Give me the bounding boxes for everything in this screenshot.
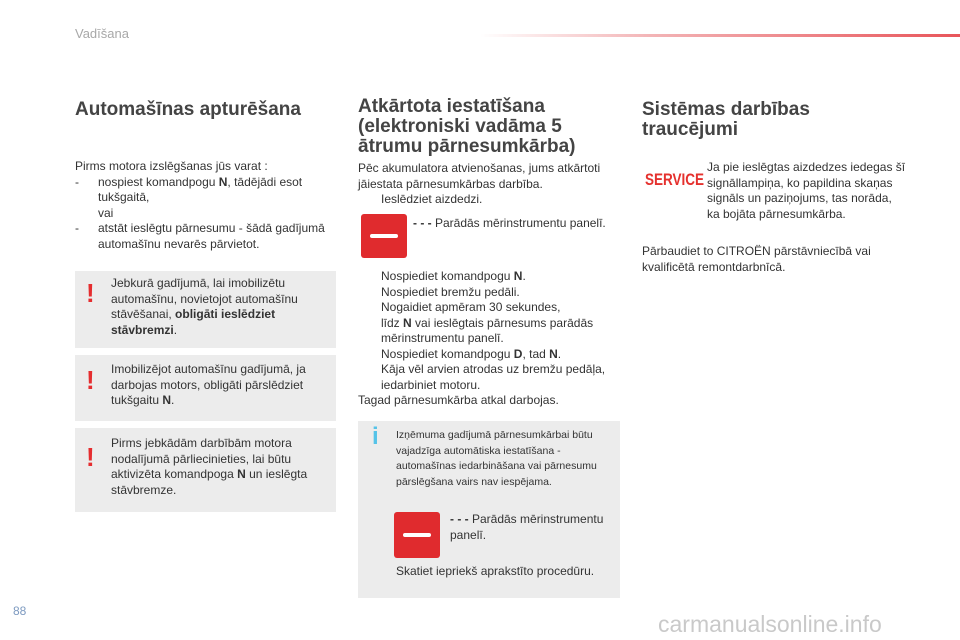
warning-box-3: ! Pirms jebkādām darbībām motora nodalījumā pārliecinieties, lai būtu aktivizēta komandpoga N un ieslēgta stāvbremze. (75, 428, 336, 512)
col2-step-0: Ieslēdziet aizdedzi. (381, 192, 483, 206)
warning-icon: ! (86, 365, 95, 395)
col2-step-4: Nospiediet komandpogu D, tad N. (381, 346, 562, 361)
col2-steps (358, 269, 620, 409)
col2-step-2: Nospiediet bremžu pedāli. (381, 284, 520, 299)
warning-box-2: ! Imobilizējot automašīnu gadījumā, ja darbojas motors, obligāti pārslēdziet tukšgaitu N. (75, 355, 336, 421)
service-description: Ja pie ieslēgtas aizdedzes iedegas šī signāllampiņa, ko papildina skaņas signāls un paziņojums, tas norāda, ka bojāta pārnesumkārba. (707, 160, 906, 221)
info-lamp-label: - - - Parādās mērinstrumentu panelī. (450, 512, 604, 542)
info-text: Izņēmuma gadījumā pārnesumkārbai būtu vajadzīga automātiska iestatīšana - automašīnas iedarbināšana vai pārnesumu pārslēgšana vairs nav iespējama. (396, 429, 597, 488)
col3-title: Sistēmas darbības traucējumi (642, 99, 810, 140)
info-outro: Skatiet iepriekš aprakstīto procedūru. (396, 564, 595, 578)
warning-icon: ! (86, 442, 95, 472)
watermark: carmanualsonline.info (658, 611, 882, 637)
page-number: 88 (13, 604, 27, 618)
gearbox-warning-lamp (361, 214, 407, 258)
info-box (358, 421, 620, 598)
col3-advice: Pārbaudiet to CITROËN pārstāvniecībā vai kvalificētā remontdarbnīcā. (642, 244, 871, 274)
col2-outro: Tagad pārnesumkārba atkal darbojas. (358, 393, 559, 407)
header-accent-bar (480, 34, 960, 37)
lamp-label: - - - Parādās mērinstrumentu panelī. (413, 216, 606, 230)
col2-step-1: Nospiediet komandpogu N. (381, 269, 526, 283)
col1-item-1: - nospiest komandpogu N, tādējādi esot tukšgaitā, vai (75, 174, 303, 220)
col2-intro: Pēc akumulatora atvienošanas, jums atkārtoti jāiestata pārnesumkārbas darbība. Ieslēdziet aizdedzi. (358, 161, 618, 208)
col2-title: Atkārtota iestatīšana (elektroniski vadāma 5 ātrumu pārnesumkārba) (358, 96, 576, 157)
col2-step-5: Kāja vēl arvien atrodas uz bremžu pedāļa, iedarbiniet motoru. (381, 362, 606, 392)
warning-icon: ! (86, 278, 95, 308)
info-icon: i (372, 423, 379, 450)
col1-body (75, 159, 340, 252)
info-warning-lamp (394, 512, 440, 558)
col1-intro: Pirms motora izslēgšanas jūs varat : (75, 159, 268, 173)
col2-step-3: Nogaidiet apmēram 30 sekundes, līdz N vai ieslēgtais pārnesums parādās mērinstrumentu panelī. (381, 300, 594, 345)
service-warning-icon: SERVICE (645, 170, 705, 189)
col1-item-2: - atstāt ieslēgtu pārnesumu - šādā gadījumā automašīnu nevarēs pārvietot. (75, 221, 325, 251)
warning-box-1: ! Jebkurā gadījumā, lai imobilizētu automašīnu, novietojot automašīnu stāvēšanai, obligāti ieslēdziet stāvbremzi. (75, 271, 336, 348)
col1-title: Automašīnas apturēšana (75, 99, 301, 120)
header-section-title: Vadīšana (75, 26, 129, 41)
